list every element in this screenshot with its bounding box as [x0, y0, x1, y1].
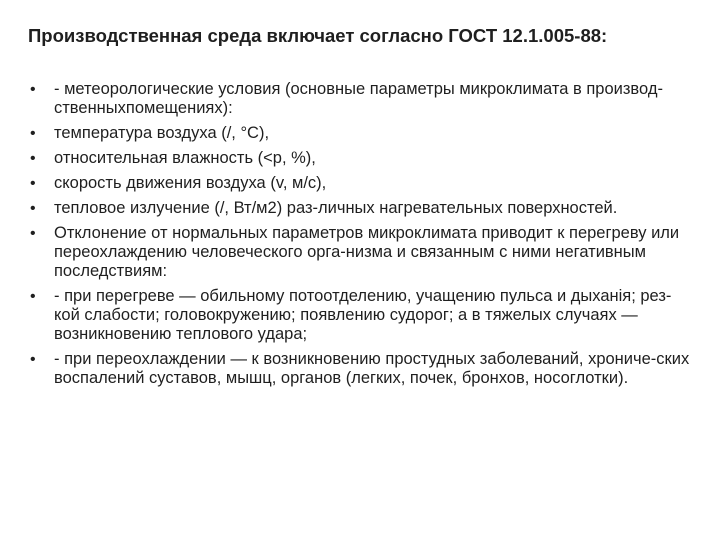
bullet-icon: • [30, 150, 36, 167]
list-item-text: относительная влажность (<р, %), [54, 149, 316, 167]
list-item [30, 124, 692, 143]
list-item [30, 80, 692, 118]
bullet-icon: • [30, 225, 36, 242]
list-item-text: скорость движения воздуха (v, м/с), [54, 174, 327, 192]
list-item-text: - при переохлаждении — к возникновению простудных заболеваний, хрониче-ских воспалений суставов, мышц, органов (легких, почек, бронхов, носоглотки). [54, 350, 690, 387]
list-item [30, 174, 692, 193]
list-item-text: - при перегреве — обильному потоотделению, учащению пульса и дыханія; рез-кой слабости; головокружению; появлению судорог; а в тяжелых случаях — возникновению теплового удара; [54, 287, 672, 343]
bullet-icon: • [30, 351, 36, 368]
bullet-list [30, 80, 692, 394]
list-item-text: тепловое излучение (/, Вт/м2) раз-личных нагревательных поверхностей. [54, 199, 618, 217]
bullet-icon: • [30, 125, 36, 142]
bullet-icon: • [30, 81, 36, 98]
list-item-text: температура воздуха (/, °С), [54, 124, 270, 142]
slide-title: Производственная среда включает согласно ГОСТ 12.1.005-88: [28, 25, 608, 46]
list-item [30, 224, 692, 281]
list-item [30, 199, 692, 218]
list-item-text: Отклонение от нормальных параметров микроклимата приводит к перегреву или переохлаждению человеческого орга-низма и связанным с ними негативным последствиям: [54, 224, 680, 280]
bullet-icon: • [30, 175, 36, 192]
bullet-icon: • [30, 288, 36, 305]
bullet-icon: • [30, 200, 36, 217]
list-item-text: - метеорологические условия (основные параметры микроклимата в производ-ственныхпомещениях): [54, 80, 663, 117]
list-item [30, 149, 692, 168]
list-item [30, 350, 692, 388]
list-item [30, 287, 692, 344]
